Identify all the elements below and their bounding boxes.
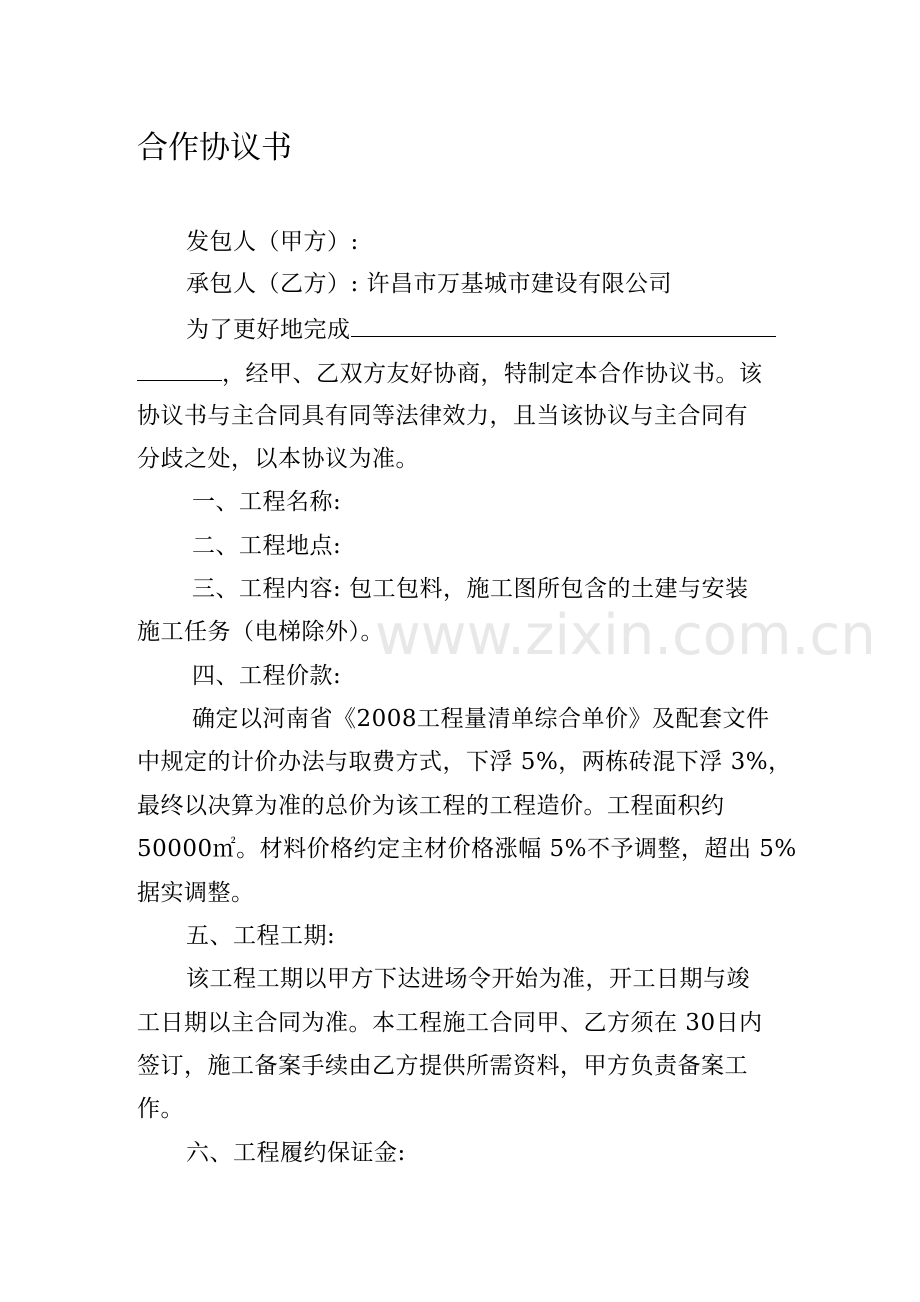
party-b-line: 承包人（乙方）: 许昌市万基城市建设有限公司 [186, 271, 673, 297]
price-line-4: 50000㎡。材料价格约定主材价格涨幅 5%不予调整，超出 5% [137, 836, 797, 862]
period-line-4: 作。 [137, 1096, 184, 1122]
intro-line-3: 协议书与主合同具有同等法律效力，且当该协议与主合同有 [137, 403, 748, 429]
project-name-blank-continued [137, 354, 222, 381]
item-4-project-price: 四、工程价款: [192, 663, 342, 689]
party-a-line: 发包人（甲方）: [186, 229, 359, 255]
price-line-2: 中规定的计价办法与取费方式，下浮 5%，两栋砖混下浮 3%， [137, 749, 792, 775]
price-line-5: 据实调整。 [137, 880, 255, 906]
intro-line-2-text: ，经甲、乙双方友好协商，特制定本合作协议书。该 [222, 361, 763, 387]
intro-line-4: 分歧之处，以本协议为准。 [137, 446, 419, 472]
price-line-3: 最终以决算为准的总价为该工程的工程造价。工程面积约 [137, 793, 725, 819]
item-1-project-name: 一、工程名称: [192, 489, 342, 515]
period-line-2: 工日期以主合同为准。本工程施工合同甲、乙方须在 30日内 [137, 1010, 763, 1036]
period-line-1: 该工程工期以甲方下达进场令开始为准，开工日期与竣 [186, 966, 750, 992]
intro-line-2 [137, 354, 763, 392]
item-3-continued: 施工任务（电梯除外）。 [137, 619, 384, 645]
intro-line-1 [186, 310, 776, 348]
period-line-3: 签订，施工备案手续由乙方提供所需资料，甲方负责备案工 [137, 1053, 748, 1079]
price-line-1: 确定以河南省《2008工程量清单综合单价》及配套文件 [192, 706, 770, 732]
intro-prefix: 为了更好地完成 [186, 317, 351, 343]
item-6-performance-bond: 六、工程履约保证金: [186, 1140, 406, 1166]
project-name-blank [351, 310, 776, 337]
watermark: www.zixin.com.cn [375, 603, 876, 668]
item-5-project-period: 五、工程工期: [186, 923, 336, 949]
item-3-project-content: 三、工程内容: 包工包料，施工图所包含的土建与安装 [192, 576, 749, 602]
item-2-project-location: 二、工程地点: [192, 533, 342, 559]
document-title: 合作协议书 [137, 130, 292, 166]
